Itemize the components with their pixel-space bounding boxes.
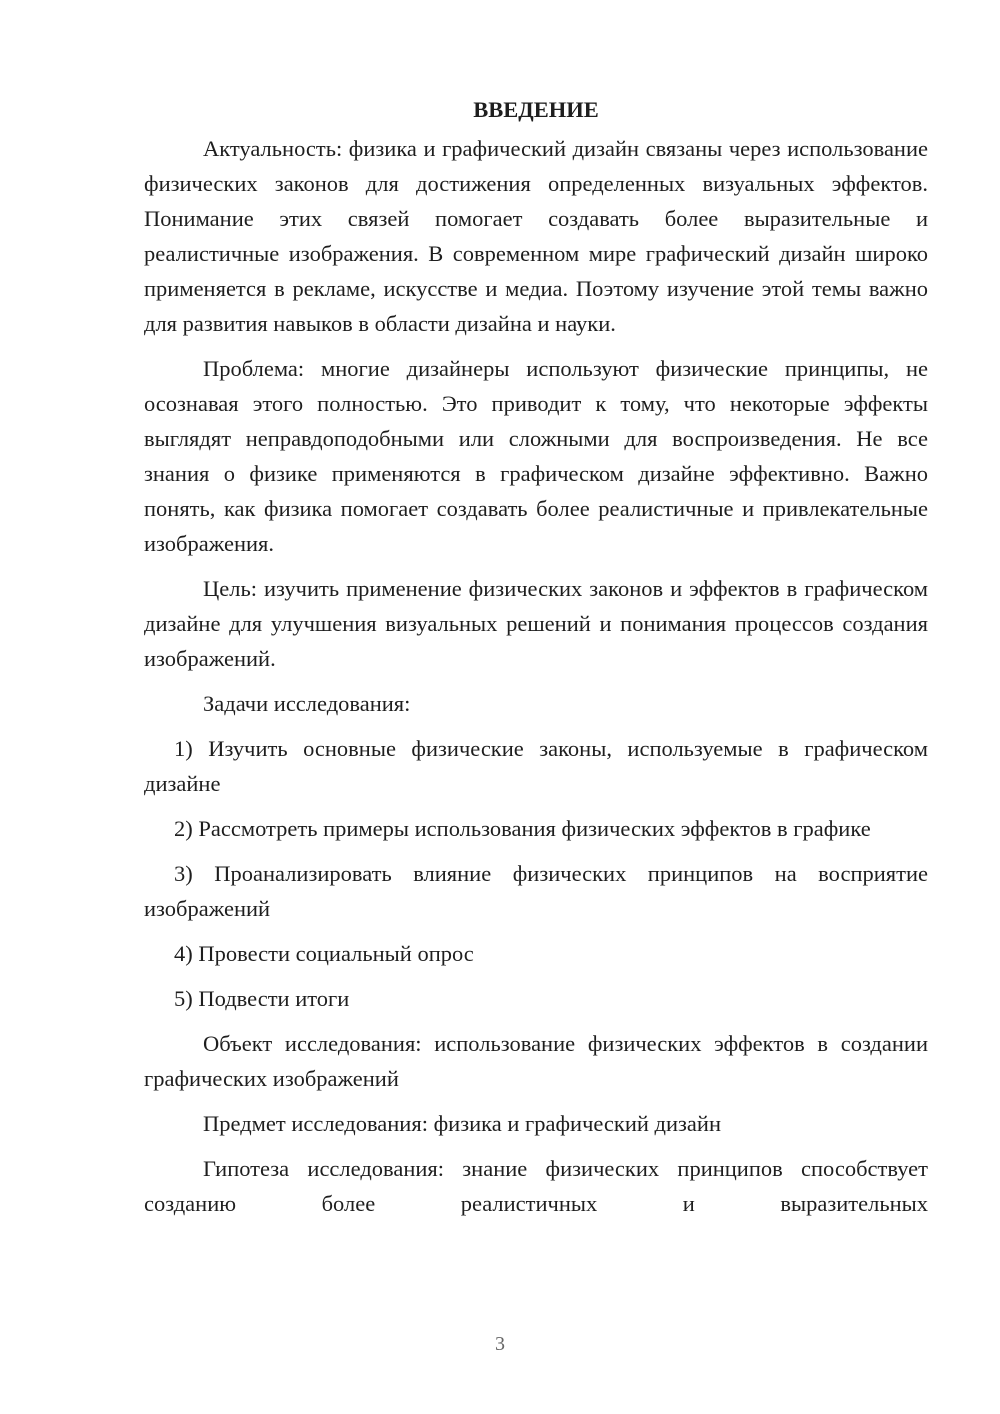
task-item-4: 4) Провести социальный опрос — [174, 941, 474, 966]
problem-paragraph: Проблема: многие дизайнеры используют физические принципы, не осознавая этого полностью. Это приводит к тому, что некоторые эффекты выглядят неправдоподобными или сложными для воспроизведения. Не все знания о физике применяются в графическом дизайне эффективно. Важно понять, как физика помогает создавать более реалистичные и привлекательные изображения. — [144, 356, 928, 556]
object-paragraph: Объект исследования: использование физических эффектов в создании графических изображений — [144, 1031, 928, 1091]
task-item-5: 5) Подвести итоги — [174, 986, 350, 1011]
task-item-1: 1) Изучить основные физические законы, используемые в графическом дизайне — [144, 736, 928, 796]
page-number: 3 — [495, 1333, 505, 1355]
relevance-paragraph: Актуальность: физика и графический дизайн связаны через использование физических законов для достижения определенных визуальных эффектов. Понимание этих связей помогает создавать более выразительные и реалистичные изображения. В современном мире графический дизайн широко применяется в рекламе, искусстве и медиа. Поэтому изучение этой темы важно для развития навыков в области дизайна и науки. — [144, 136, 928, 336]
goal-paragraph: Цель: изучить применение физических законов и эффектов в графическом дизайне для улучшения визуальных решений и понимания процессов создания изображений. — [144, 576, 928, 671]
subject-paragraph: Предмет исследования: физика и графический дизайн — [203, 1111, 722, 1136]
page-title: ВВЕДЕНИЕ — [473, 97, 599, 122]
hypothesis-paragraph: Гипотеза исследования: знание физических принципов способствует созданию более реалистичных и выразительных — [144, 1156, 928, 1216]
document-page — [144, 92, 928, 1231]
tasks-heading: Задачи исследования: — [203, 691, 411, 716]
task-item-2: 2) Рассмотреть примеры использования физических эффектов в графике — [174, 816, 871, 841]
task-item-3: 3) Проанализировать влияние физических принципов на восприятие изображений — [144, 861, 928, 921]
